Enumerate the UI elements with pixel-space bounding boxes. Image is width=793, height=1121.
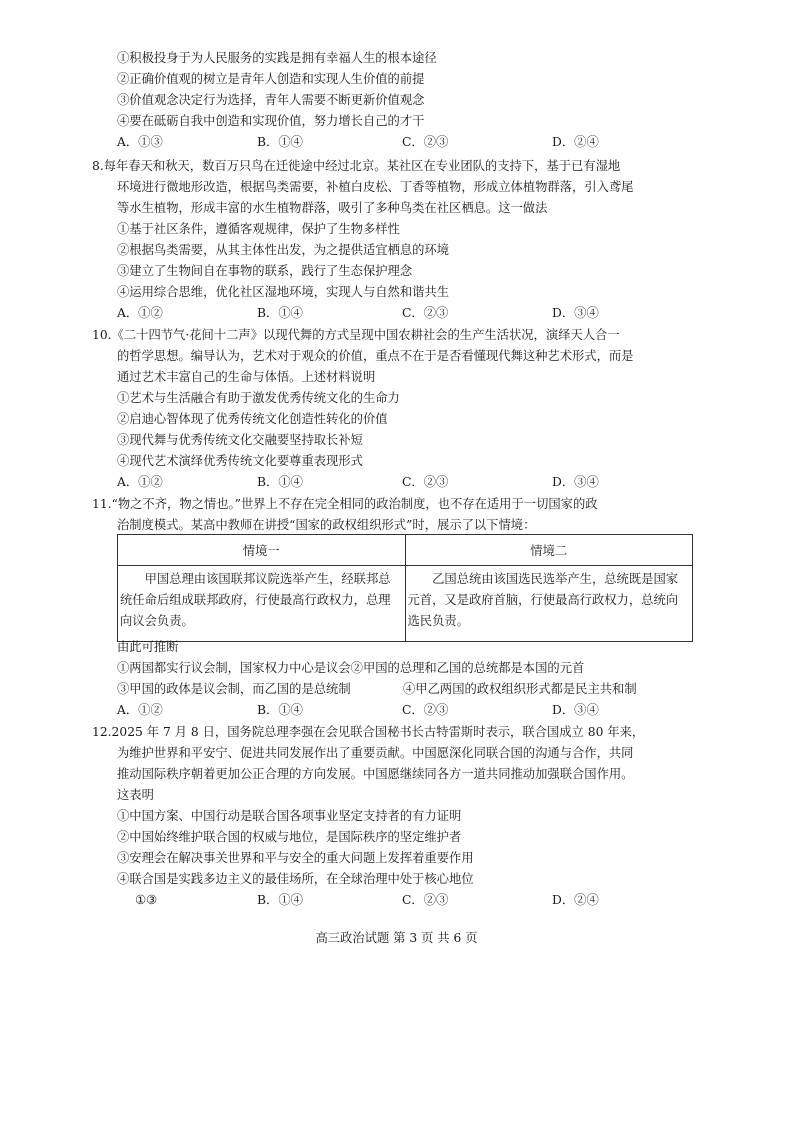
q8-stem-line-1: 8.每年春天和秋天，数百万只鸟在迁徙途中经过北京。某社区在专业团队的支持下，基于已有湿地 (92, 159, 621, 173)
q8-option-1: ①基于社区条件，遵循客观规律，保护了生物多样性 (117, 222, 400, 236)
q11-stem-line-1: 11.“物之不齐，物之情也。”世界上不存在完全相同的政治制度，也不存在适用于一切国家的政 (92, 497, 598, 511)
choice-c: C．②③ (402, 135, 449, 149)
q11-stem-line-2: 治制度模式。某高中教师在讲授“国家的政权组织形式”时，展示了以下情境： (117, 518, 536, 532)
situation-1-header: 情境一 (118, 535, 406, 566)
choice-d: D．③④ (552, 703, 599, 717)
q8-stem-line-2: 环境进行微地形改造，根据鸟类需要，补植白皮松、丁香等植物，形成立体植物群落，引入鸢尾 (117, 180, 634, 194)
choice-d: D．③④ (552, 475, 599, 489)
q7-option-4: ④要在砥砺自我中创造和实现价值，努力增长自己的才干 (117, 114, 425, 128)
table-header-row (118, 535, 693, 566)
choice-b: B．①④ (257, 306, 303, 320)
choice-c: C．②③ (402, 306, 449, 320)
q7-option-1: ①积极投身于为人民服务的实践是拥有幸福人生的根本途径 (117, 51, 437, 65)
q11-lead: 由此可推断 (117, 640, 179, 654)
page-footer: 高三政治试题 第 3 页 共 6 页 (315, 931, 478, 945)
choice-d: D．②④ (552, 893, 599, 907)
choice-b: B．①④ (257, 135, 303, 149)
situation-1-text: 甲国总理由该国联邦议院选举产生，经联邦总统任命后组成联邦政府，行使最高行政权力，总理向议会负责。 (118, 566, 406, 642)
choice-c: C．②③ (402, 475, 449, 489)
q10-stem-line-1: 10.《二十四节气·花间十二声》以现代舞的方式呈现中国农耕社会的生产生活状况，演绎天人合一 (92, 328, 620, 342)
q7-choices (117, 132, 717, 152)
choice-a: ①③ (135, 893, 158, 907)
q7-option-3: ③价值观念决定行为选择，青年人需要不断更新价值观念 (117, 93, 425, 107)
q11-option-4: ④甲乙两国的政权组织形式都是民主共和制 (403, 682, 637, 696)
q12-option-4: ④联合国是实践多边主义的最佳场所，在全球治理中处于核心地位 (117, 872, 474, 886)
choice-b: B．①④ (257, 703, 303, 717)
q8-option-2: ②根据鸟类需要，从其主体性出发，为之提供适宜栖息的环境 (117, 243, 450, 257)
q8-stem-line-3: 等水生植物，形成丰富的水生植物群落，吸引了多种鸟类在社区栖息。这一做法 (117, 201, 548, 215)
choice-a: A．①② (117, 703, 163, 717)
q8-option-4: ④运用综合思维，优化社区湿地环境，实现人与自然和谐共生 (117, 285, 450, 299)
q12-stem-line-2: 为维护世界和平安宁、促进共同发展作出了重要贡献。中国愿深化同联合国的沟通与合作，共同 (117, 746, 634, 760)
choice-b: B．①④ (257, 893, 303, 907)
q12-stem-line-4: 这表明 (117, 788, 154, 802)
choice-a: A．①② (117, 475, 163, 489)
q10-stem-line-3: 通过艺术丰富自己的生命与体悟。上述材料说明 (117, 370, 376, 384)
choice-a: A．①③ (117, 135, 163, 149)
q12-stem-line-3: 推动国际秩序朝着更加公正合理的方向发展。中国愿继续同各方一道共同推动加强联合国作用。 (117, 767, 634, 781)
q12-option-3: ③安理会在解决事关世界和平与安全的重大问题上发挥着重要作用 (117, 851, 474, 865)
q8-choices (117, 303, 717, 323)
q11-options-1-2: ①两国都实行议会制，国家权力中心是议会②甲国的总理和乙国的总统都是本国的元首 (117, 661, 585, 675)
choice-d: D．③④ (552, 306, 599, 320)
table-row (118, 566, 693, 642)
choice-b: B．①④ (257, 475, 303, 489)
situation-2-header: 情境二 (405, 535, 693, 566)
q11-option-3: ③甲国的政体是议会制，而乙国的是总统制 (117, 682, 351, 696)
choice-c: C．②③ (402, 703, 449, 717)
q8-option-3: ③建立了生物间自在事物的联系，践行了生态保护理念 (117, 264, 413, 278)
q12-option-1: ①中国方案、中国行动是联合国各项事业坚定支持者的有力证明 (117, 809, 462, 823)
q10-option-3: ③现代舞与优秀传统文化交融要坚持取长补短 (117, 433, 363, 447)
choice-a: A．①② (117, 306, 163, 320)
q10-option-1: ①艺术与生活融合有助于激发优秀传统文化的生命力 (117, 391, 400, 405)
q10-stem-line-2: 的哲学思想。编导认为，艺术对于观众的价值，重点不在于是否看懂现代舞这种艺术形式，而是 (117, 349, 634, 363)
q12-option-2: ②中国始终维护联合国的权威与地位，是国际秩序的坚定维护者 (117, 830, 462, 844)
choice-d: D．②④ (552, 135, 599, 149)
q10-choices (117, 472, 717, 492)
q11-choices (117, 700, 717, 720)
q7-option-2: ②正确价值观的树立是青年人创造和实现人生价值的前提 (117, 72, 425, 86)
q12-stem-line-1: 12.2025 年 7 月 8 日，国务院总理李强在会见联合国秘书长古特雷斯时表示，联合国成立 80 年来， (92, 725, 645, 739)
choice-c: C．②③ (402, 893, 449, 907)
situation-table (117, 534, 693, 642)
q10-option-2: ②启迪心智体现了优秀传统文化创造性转化的价值 (117, 412, 388, 426)
q12-choices (117, 890, 717, 910)
situation-2-text: 乙国总统由该国选民选举产生，总统既是国家元首，又是政府首脑，行使最高行政权力，总统向选民负责。 (405, 566, 693, 642)
q10-option-4: ④现代艺术演绎优秀传统文化要尊重表现形式 (117, 454, 363, 468)
